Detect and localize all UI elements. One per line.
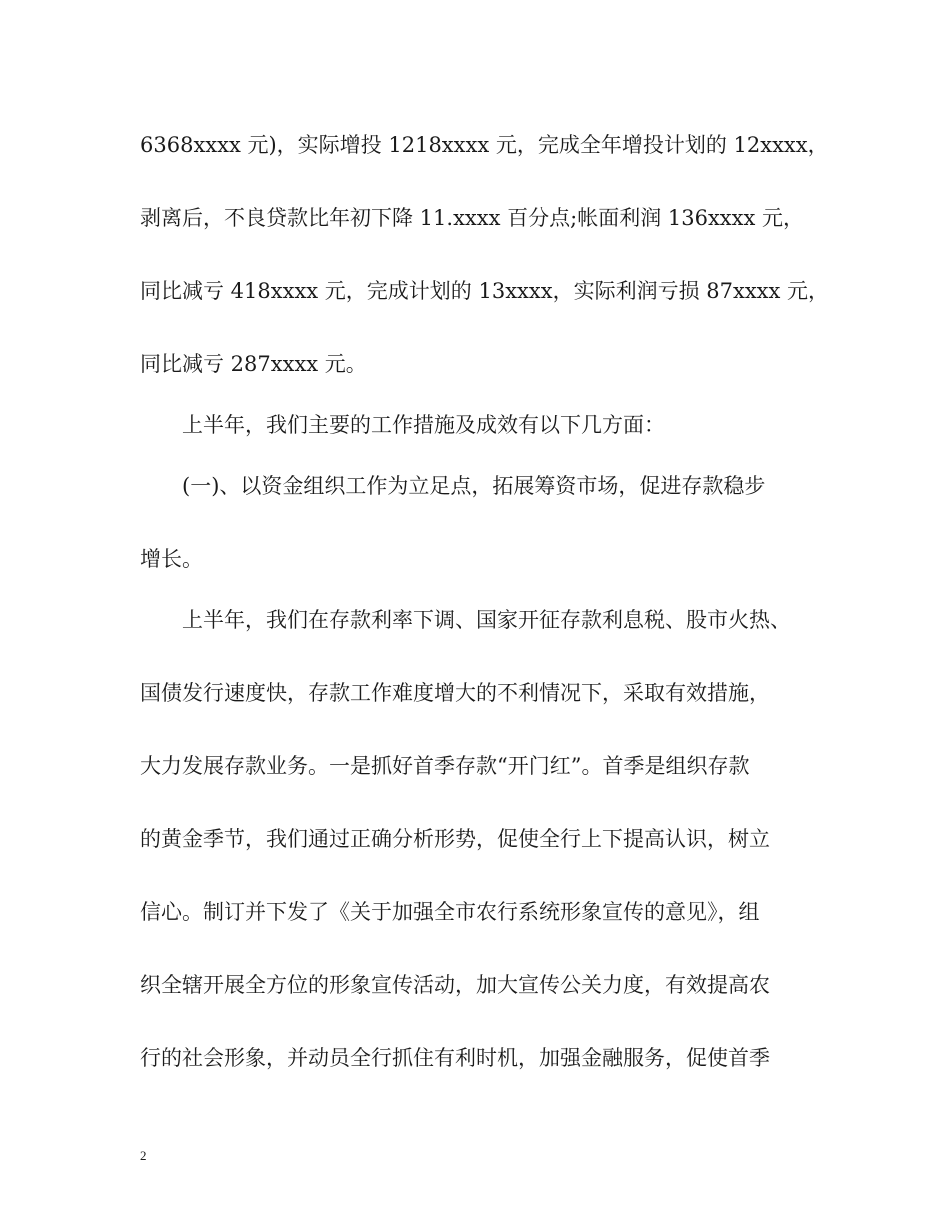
text-line: 的黄金季节，我们通过正确分析形势，促使全行上下提高认识，树立 xyxy=(140,827,770,851)
text-line: 增长。 xyxy=(140,547,203,571)
text-line: 行的社会形象，并动员全行抓住有利时机，加强金融服务，促使首季 xyxy=(140,1046,770,1070)
paragraph-first-line: 上半年，我们主要的工作措施及成效有以下几方面： xyxy=(182,413,665,437)
page-number: 2 xyxy=(140,1148,147,1163)
text-line: 剥离后，不良贷款比年初下降 11.xxxx 百分点;帐面利润 136xxxx 元， xyxy=(140,206,804,230)
text-line: 国债发行速度快，存款工作难度增大的不利情况下，采取有效措施， xyxy=(140,681,770,705)
section-heading-line: (一)、以资金组织工作为立足点，拓展筹资市场，促进存款稳步 xyxy=(182,474,766,498)
text-line: 6368xxxx 元)，实际增投 1218xxxx 元，完成全年增投计划的 12xxxx， xyxy=(140,133,829,157)
text-line: 织全辖开展全方位的形象宣传活动，加大宣传公关力度，有效提高农 xyxy=(140,973,770,997)
text-line: 同比减亏 287xxxx 元。 xyxy=(140,352,367,376)
text-line: 同比减亏 418xxxx 元，完成计划的 13xxxx，实际利润亏损 87xxxx 元， xyxy=(140,279,830,303)
text-line: 信心。制订并下发了《关于加强全市农行系统形象宣传的意见》，组 xyxy=(140,900,760,924)
paragraph-first-line: 上半年，我们在存款利率下调、国家开征存款利息税、股市火热、 xyxy=(182,608,791,632)
text-line: 大力发展存款业务。一是抓好首季存款“开门红”。首季是组织存款 xyxy=(140,754,750,778)
